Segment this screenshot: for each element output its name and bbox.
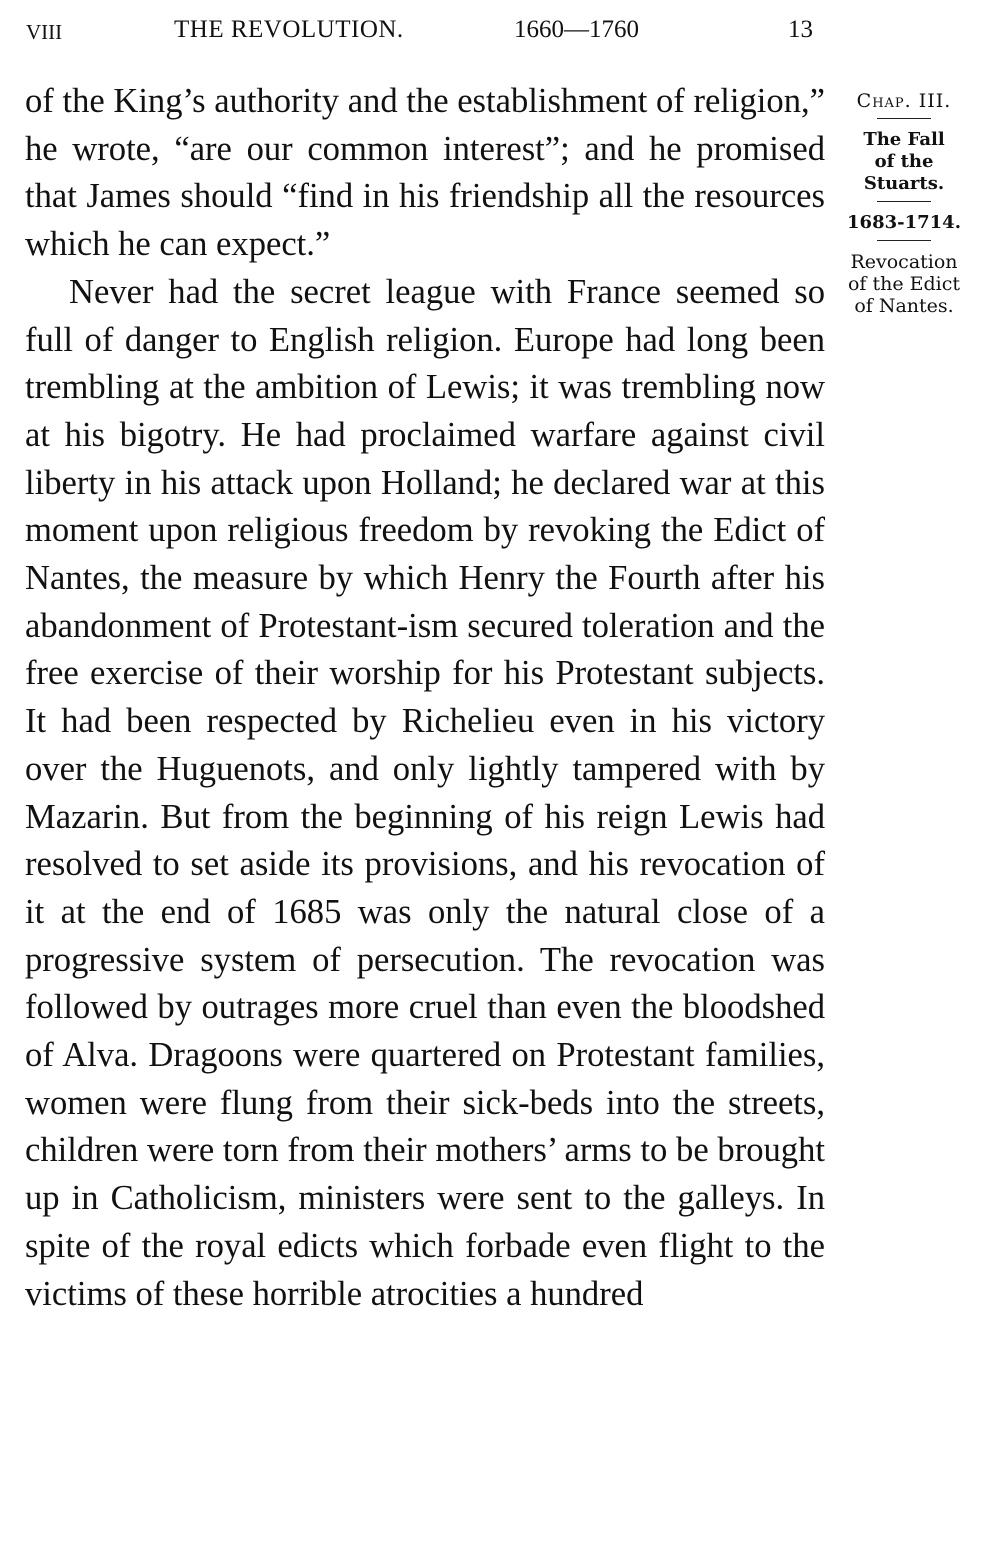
marginal-notes — [836, 90, 972, 317]
margin-date-range: 1683-1714. — [847, 212, 961, 233]
page-number: 13 — [788, 16, 813, 43]
running-title: THE REVOLUTION. — [174, 16, 404, 43]
main-text — [25, 78, 825, 1318]
running-header — [26, 12, 826, 48]
margin-topic-line1: The Fall — [863, 129, 945, 150]
margin-subject-line3: of Nantes. — [854, 295, 954, 317]
running-years: 1660—1760 — [514, 16, 639, 43]
section-number: VIII — [26, 20, 63, 44]
margin-subject-line2: of the Edict — [847, 273, 961, 295]
margin-subject-line1: Revocation — [850, 251, 958, 273]
margin-rule — [877, 201, 931, 202]
margin-rule — [877, 240, 931, 241]
margin-topic-line3: Stuarts. — [863, 173, 945, 194]
paragraph-revocation: Never had the secret league with France seemed so full of danger to English religion. Europe had long been trembling at the ambition of Lewis; it was trembling now at his bigotry. He had proclaimed warfare against civil liberty in his attack upon Holland; he declared war at this moment upon religious freedom by revoking the Edict of Nantes, the measure by which Henry the Fourth after his abandonment of Protestant-ism secured toleration and the free exercise of their worship for his Protestant subjects. It had been respected by Richelieu even in his victory over the Huguenots, and only lightly tampered with by Mazarin. But from the beginning of his reign Lewis had resolved to set aside its provisions, and his revocation of it at the end of 1685 was only the natural close of a progressive system of persecution. The revocation was followed by outrages more cruel than even the bloodshed of Alva. Dragoons were quartered on Protestant families, women were flung from their sick-beds into the streets, children were torn from their mothers’ arms to be brought up in Catholicism, ministers were sent to the galleys. In spite of the royal edicts which forbade even flight to the victims of these horrible atrocities a hundred — [25, 272, 825, 1313]
margin-rule — [877, 118, 931, 119]
margin-topic-line2: of the — [874, 151, 934, 172]
margin-chapter: Chap. III. — [856, 90, 952, 112]
paragraph-continued: of the King’s authority and the establishment of religion,” he wrote, “are our common interest”; and he promised that James should “find in his friendship all the resources which he can expect.” — [25, 82, 825, 264]
